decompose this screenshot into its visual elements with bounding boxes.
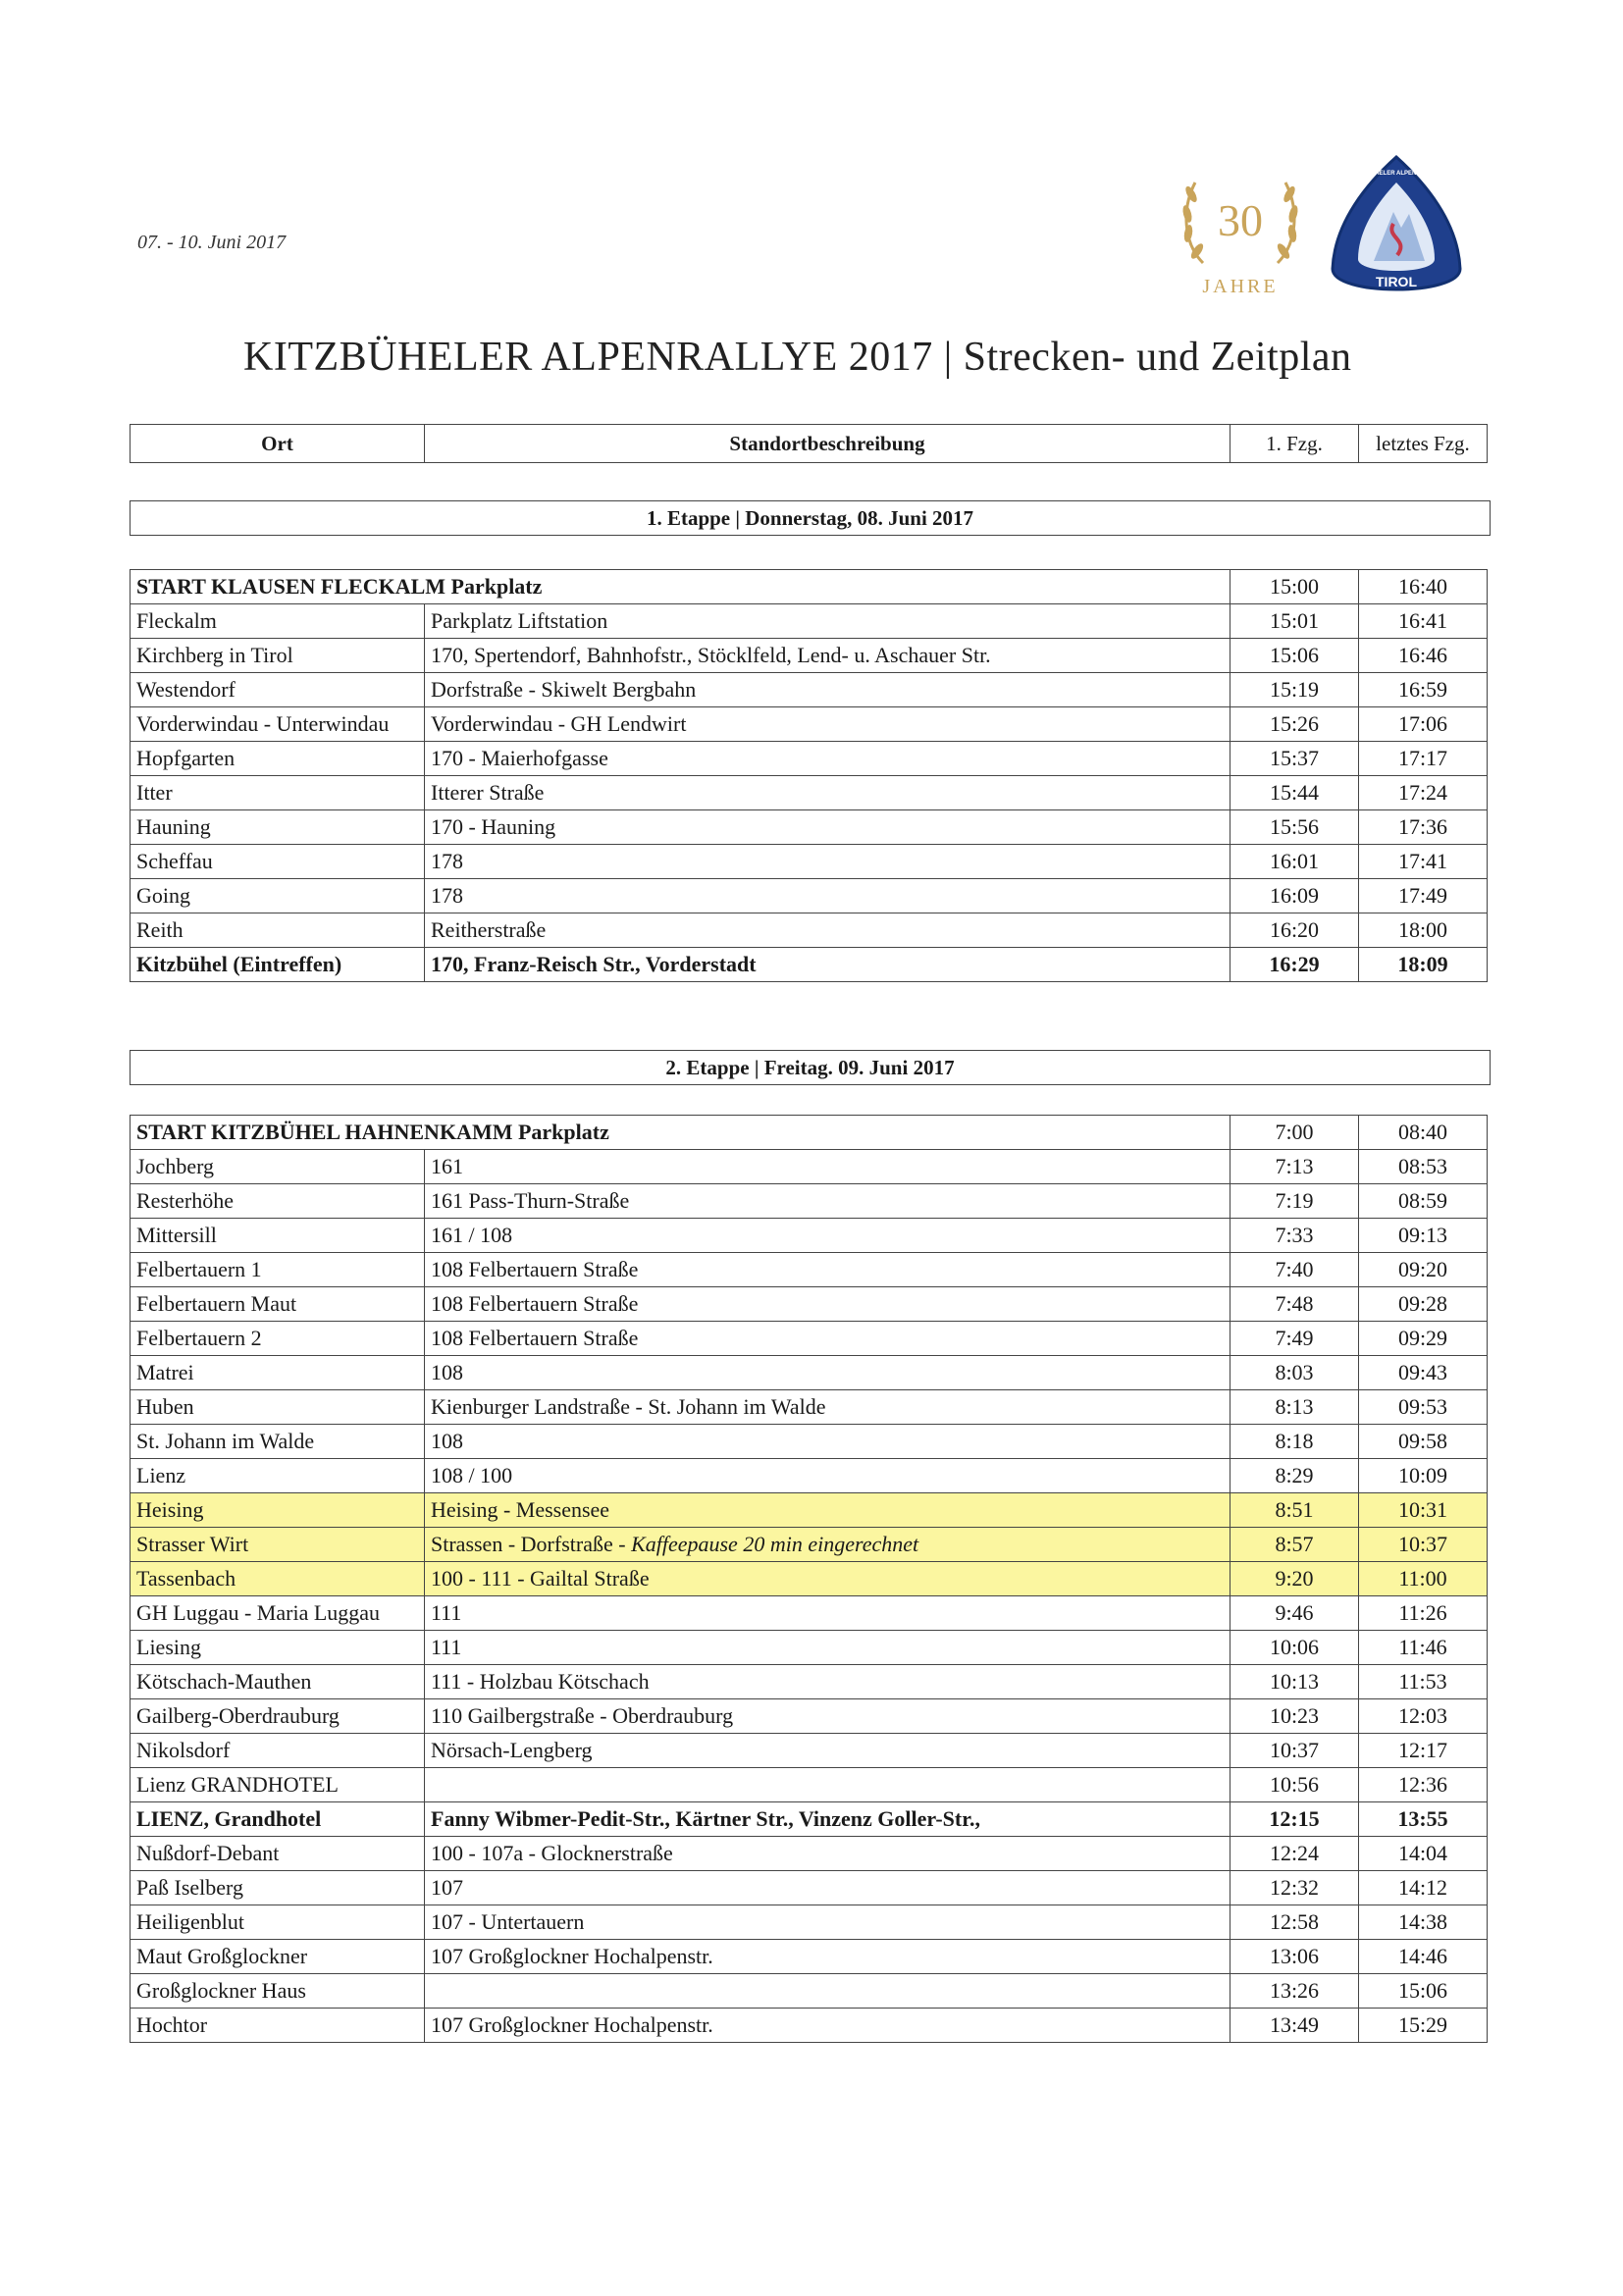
ort-cell: Itter bbox=[131, 776, 425, 810]
first-vehicle-time: 15:06 bbox=[1230, 639, 1359, 673]
last-vehicle-time: 10:37 bbox=[1359, 1528, 1488, 1562]
first-vehicle-time: 10:37 bbox=[1230, 1734, 1359, 1768]
ort-cell: Nußdorf-Debant bbox=[131, 1837, 425, 1871]
ort-cell: Heiligenblut bbox=[131, 1905, 425, 1940]
ort-cell: Nikolsdorf bbox=[131, 1734, 425, 1768]
first-vehicle-time: 13:26 bbox=[1230, 1974, 1359, 2009]
description-cell: 170 - Maierhofgasse bbox=[425, 742, 1230, 776]
ort-cell: Hochtor bbox=[131, 2009, 425, 2043]
ort-cell: Felbertauern Maut bbox=[131, 1287, 425, 1322]
description-cell: 100 - 107a - Glocknerstraße bbox=[425, 1837, 1230, 1871]
description-cell: 111 - Holzbau Kötschach bbox=[425, 1665, 1230, 1699]
col-first: 1. Fzg. bbox=[1230, 425, 1359, 463]
first-vehicle-time: 8:29 bbox=[1230, 1459, 1359, 1493]
table-row bbox=[131, 1322, 1488, 1356]
table-row bbox=[131, 1287, 1488, 1322]
alpenrallye-shield-logo bbox=[1327, 153, 1466, 306]
ort-cell: Strasser Wirt bbox=[131, 1528, 425, 1562]
last-vehicle-time: 17:17 bbox=[1359, 742, 1488, 776]
ort-cell: Lienz GRANDHOTEL bbox=[131, 1768, 425, 1802]
description-cell: 111 bbox=[425, 1596, 1230, 1631]
table-row bbox=[131, 1768, 1488, 1802]
description-cell: Nörsach-Lengberg bbox=[425, 1734, 1230, 1768]
last-vehicle-time: 09:13 bbox=[1359, 1219, 1488, 1253]
table-row bbox=[131, 1356, 1488, 1390]
description-cell: 178 bbox=[425, 879, 1230, 913]
description-cell: 110 Gailbergstraße - Oberdrauburg bbox=[425, 1699, 1230, 1734]
ort-cell: Huben bbox=[131, 1390, 425, 1425]
col-last: letztes Fzg. bbox=[1359, 425, 1488, 463]
first-vehicle-time: 8:03 bbox=[1230, 1356, 1359, 1390]
table-row bbox=[131, 1734, 1488, 1768]
last-vehicle-time: 18:09 bbox=[1359, 948, 1488, 982]
first-vehicle-time: 16:01 bbox=[1230, 845, 1359, 879]
stage1-start-row: START KLAUSEN FLECKALM Parkplatz 15:00 16:40 bbox=[131, 570, 1488, 604]
description-cell: 161 Pass-Thurn-Straße bbox=[425, 1184, 1230, 1219]
first-vehicle-time: 10:06 bbox=[1230, 1631, 1359, 1665]
table-row bbox=[131, 1802, 1488, 1837]
last-vehicle-time: 17:41 bbox=[1359, 845, 1488, 879]
table-row bbox=[131, 1871, 1488, 1905]
first-vehicle-time: 15:01 bbox=[1230, 604, 1359, 639]
last-vehicle-time: 18:00 bbox=[1359, 913, 1488, 948]
description-cell: 170, Spertendorf, Bahnhofstr., Stöcklfeld, Lend- u. Aschauer Str. bbox=[425, 639, 1230, 673]
last-vehicle-time: 16:59 bbox=[1359, 673, 1488, 707]
first-vehicle-time: 7:13 bbox=[1230, 1150, 1359, 1184]
table-row bbox=[131, 673, 1488, 707]
ort-cell: Matrei bbox=[131, 1356, 425, 1390]
table-row bbox=[131, 1665, 1488, 1699]
table-row bbox=[131, 1974, 1488, 2009]
ort-cell: Maut Großglockner bbox=[131, 1940, 425, 1974]
stage1-table bbox=[130, 569, 1488, 982]
col-ort: Ort bbox=[131, 425, 425, 463]
col-beschreibung: Standortbeschreibung bbox=[425, 425, 1230, 463]
first-vehicle-time: 10:13 bbox=[1230, 1665, 1359, 1699]
table-row bbox=[131, 1905, 1488, 1940]
first-vehicle-time: 12:32 bbox=[1230, 1871, 1359, 1905]
description-cell: 170 - Hauning bbox=[425, 810, 1230, 845]
last-vehicle-time: 11:46 bbox=[1359, 1631, 1488, 1665]
description-cell bbox=[425, 1974, 1230, 2009]
last-vehicle-time: 15:06 bbox=[1359, 1974, 1488, 2009]
first-vehicle-time: 15:26 bbox=[1230, 707, 1359, 742]
ort-cell: Scheffau bbox=[131, 845, 425, 879]
ort-cell: Vorderwindau - Unterwindau bbox=[131, 707, 425, 742]
table-row bbox=[131, 707, 1488, 742]
last-vehicle-time: 09:43 bbox=[1359, 1356, 1488, 1390]
ort-cell: Gailberg-Oberdrauburg bbox=[131, 1699, 425, 1734]
description-cell: Reitherstraße bbox=[425, 913, 1230, 948]
description-cell: 100 - 111 - Gailtal Straße bbox=[425, 1562, 1230, 1596]
table-row bbox=[131, 1150, 1488, 1184]
description-cell: 108 Felbertauern Straße bbox=[425, 1253, 1230, 1287]
description-cell: Heising - Messensee bbox=[425, 1493, 1230, 1528]
last-vehicle-time: 17:06 bbox=[1359, 707, 1488, 742]
description-cell: 107 - Untertauern bbox=[425, 1905, 1230, 1940]
table-row bbox=[131, 1528, 1488, 1562]
table-row bbox=[131, 1390, 1488, 1425]
description-cell: Itterer Straße bbox=[425, 776, 1230, 810]
first-vehicle-time: 13:06 bbox=[1230, 1940, 1359, 1974]
first-vehicle-time: 9:20 bbox=[1230, 1562, 1359, 1596]
svg-text:30: 30 bbox=[1218, 195, 1263, 245]
last-vehicle-time: 14:38 bbox=[1359, 1905, 1488, 1940]
description-cell: Kienburger Landstraße - St. Johann im Walde bbox=[425, 1390, 1230, 1425]
description-cell: 161 bbox=[425, 1150, 1230, 1184]
table-row bbox=[131, 1940, 1488, 1974]
table-row bbox=[131, 1631, 1488, 1665]
ort-cell: Felbertauern 2 bbox=[131, 1322, 425, 1356]
ort-cell: LIENZ, Grandhotel bbox=[131, 1802, 425, 1837]
ort-cell: Reith bbox=[131, 913, 425, 948]
stage2-table bbox=[130, 1115, 1488, 2043]
first-vehicle-time: 15:44 bbox=[1230, 776, 1359, 810]
first-vehicle-time: 15:19 bbox=[1230, 673, 1359, 707]
first-vehicle-time: 8:57 bbox=[1230, 1528, 1359, 1562]
first-vehicle-time: 12:24 bbox=[1230, 1837, 1359, 1871]
table-row bbox=[131, 1699, 1488, 1734]
last-vehicle-time: 10:09 bbox=[1359, 1459, 1488, 1493]
table-row bbox=[131, 604, 1488, 639]
ort-cell: GH Luggau - Maria Luggau bbox=[131, 1596, 425, 1631]
description-cell: 178 bbox=[425, 845, 1230, 879]
description-cell: 108 Felbertauern Straße bbox=[425, 1322, 1230, 1356]
table-row bbox=[131, 1837, 1488, 1871]
last-vehicle-time: 16:46 bbox=[1359, 639, 1488, 673]
table-row bbox=[131, 948, 1488, 982]
table-row bbox=[131, 2009, 1488, 2043]
ort-cell: Jochberg bbox=[131, 1150, 425, 1184]
first-vehicle-time: 8:51 bbox=[1230, 1493, 1359, 1528]
description-cell: 107 Großglockner Hochalpenstr. bbox=[425, 1940, 1230, 1974]
ort-cell: Paß Iselberg bbox=[131, 1871, 425, 1905]
first-vehicle-time: 10:23 bbox=[1230, 1699, 1359, 1734]
last-vehicle-time: 14:12 bbox=[1359, 1871, 1488, 1905]
description-cell bbox=[425, 1768, 1230, 1802]
event-date: 07. - 10. Juni 2017 bbox=[137, 232, 287, 253]
first-vehicle-time: 7:40 bbox=[1230, 1253, 1359, 1287]
last-vehicle-time: 14:46 bbox=[1359, 1940, 1488, 1974]
table-row bbox=[131, 810, 1488, 845]
last-vehicle-time: 09:20 bbox=[1359, 1253, 1488, 1287]
description-cell: Fanny Wibmer-Pedit-Str., Kärtner Str., Vinzenz Goller-Str., bbox=[425, 1802, 1230, 1837]
table-row bbox=[131, 1184, 1488, 1219]
ort-cell: Fleckalm bbox=[131, 604, 425, 639]
stage2-start-row: START KITZBÜHEL HAHNENKAMM Parkplatz 7:00 08:40 bbox=[131, 1116, 1488, 1150]
last-vehicle-time: 08:59 bbox=[1359, 1184, 1488, 1219]
ort-cell: Resterhöhe bbox=[131, 1184, 425, 1219]
note-text: Kaffeepause 20 min eingerechnet bbox=[631, 1532, 919, 1556]
description-cell: 108 bbox=[425, 1356, 1230, 1390]
last-vehicle-time: 14:04 bbox=[1359, 1837, 1488, 1871]
first-vehicle-time: 15:37 bbox=[1230, 742, 1359, 776]
table-row bbox=[131, 879, 1488, 913]
first-vehicle-time: 8:13 bbox=[1230, 1390, 1359, 1425]
last-vehicle-time: 09:28 bbox=[1359, 1287, 1488, 1322]
first-vehicle-time: 8:18 bbox=[1230, 1425, 1359, 1459]
description-cell: 161 / 108 bbox=[425, 1219, 1230, 1253]
description-cell: 107 Großglockner Hochalpenstr. bbox=[425, 2009, 1230, 2043]
stage1-heading: 1. Etappe | Donnerstag, 08. Juni 2017 bbox=[130, 500, 1491, 536]
last-vehicle-time: 09:29 bbox=[1359, 1322, 1488, 1356]
description-cell: Strassen - Dorfstraße - Kaffeepause 20 min eingerechnet bbox=[425, 1528, 1230, 1562]
last-vehicle-time: 10:31 bbox=[1359, 1493, 1488, 1528]
last-vehicle-time: 08:53 bbox=[1359, 1150, 1488, 1184]
description-cell: 170, Franz-Reisch Str., Vorderstadt bbox=[425, 948, 1230, 982]
ort-cell: Großglockner Haus bbox=[131, 1974, 425, 2009]
table-row bbox=[131, 1596, 1488, 1631]
last-vehicle-time: 09:58 bbox=[1359, 1425, 1488, 1459]
first-vehicle-time: 12:15 bbox=[1230, 1802, 1359, 1837]
last-vehicle-time: 12:03 bbox=[1359, 1699, 1488, 1734]
description-cell: 108 / 100 bbox=[425, 1459, 1230, 1493]
table-row bbox=[131, 1493, 1488, 1528]
last-vehicle-time: 12:36 bbox=[1359, 1768, 1488, 1802]
last-vehicle-time: 09:53 bbox=[1359, 1390, 1488, 1425]
table-row bbox=[131, 776, 1488, 810]
last-vehicle-time: 17:49 bbox=[1359, 879, 1488, 913]
ort-cell: Liesing bbox=[131, 1631, 425, 1665]
last-vehicle-time: 13:55 bbox=[1359, 1802, 1488, 1837]
svg-text:TIROL: TIROL bbox=[1376, 274, 1417, 289]
table-row bbox=[131, 1459, 1488, 1493]
last-vehicle-time: 16:41 bbox=[1359, 604, 1488, 639]
svg-text:JAHRE: JAHRE bbox=[1202, 276, 1279, 297]
ort-cell: Lienz bbox=[131, 1459, 425, 1493]
ort-cell: Heising bbox=[131, 1493, 425, 1528]
table-row bbox=[131, 913, 1488, 948]
ort-cell: Tassenbach bbox=[131, 1562, 425, 1596]
column-header bbox=[130, 424, 1488, 463]
table-row bbox=[131, 1253, 1488, 1287]
first-vehicle-time: 16:20 bbox=[1230, 913, 1359, 948]
stage2-heading: 2. Etappe | Freitag. 09. Juni 2017 bbox=[130, 1050, 1491, 1085]
first-vehicle-time: 16:09 bbox=[1230, 879, 1359, 913]
first-vehicle-time: 7:33 bbox=[1230, 1219, 1359, 1253]
ort-cell: Mittersill bbox=[131, 1219, 425, 1253]
ort-cell: Westendorf bbox=[131, 673, 425, 707]
description-cell: Dorfstraße - Skiwelt Bergbahn bbox=[425, 673, 1230, 707]
description-cell: 108 bbox=[425, 1425, 1230, 1459]
table-row bbox=[131, 742, 1488, 776]
table-row bbox=[131, 1562, 1488, 1596]
ort-cell: St. Johann im Walde bbox=[131, 1425, 425, 1459]
last-vehicle-time: 17:24 bbox=[1359, 776, 1488, 810]
first-vehicle-time: 7:19 bbox=[1230, 1184, 1359, 1219]
last-vehicle-time: 11:26 bbox=[1359, 1596, 1488, 1631]
ort-cell: Felbertauern 1 bbox=[131, 1253, 425, 1287]
description-cell: 108 Felbertauern Straße bbox=[425, 1287, 1230, 1322]
ort-cell: Hauning bbox=[131, 810, 425, 845]
first-vehicle-time: 10:56 bbox=[1230, 1768, 1359, 1802]
page-title: KITZBÜHELER ALPENRALLYE 2017 | Strecken- und Zeitplan bbox=[243, 335, 1352, 380]
last-vehicle-time: 15:29 bbox=[1359, 2009, 1488, 2043]
last-vehicle-time: 11:53 bbox=[1359, 1665, 1488, 1699]
ort-cell: Kötschach-Mauthen bbox=[131, 1665, 425, 1699]
first-vehicle-time: 13:49 bbox=[1230, 2009, 1359, 2043]
first-vehicle-time: 9:46 bbox=[1230, 1596, 1359, 1631]
last-vehicle-time: 12:17 bbox=[1359, 1734, 1488, 1768]
table-row bbox=[131, 845, 1488, 879]
first-vehicle-time: 7:49 bbox=[1230, 1322, 1359, 1356]
30-jahre-logo bbox=[1174, 155, 1307, 302]
svg-text:KITZBÜHELER ALPENRALLYE: KITZBÜHELER ALPENRALLYE bbox=[1353, 171, 1440, 177]
description-cell: Vorderwindau - GH Lendwirt bbox=[425, 707, 1230, 742]
first-vehicle-time: 7:48 bbox=[1230, 1287, 1359, 1322]
table-row bbox=[131, 1219, 1488, 1253]
description-cell: 107 bbox=[425, 1871, 1230, 1905]
table-row bbox=[131, 639, 1488, 673]
description-cell: Parkplatz Liftstation bbox=[425, 604, 1230, 639]
ort-cell: Hopfgarten bbox=[131, 742, 425, 776]
first-vehicle-time: 15:56 bbox=[1230, 810, 1359, 845]
table-row bbox=[131, 1425, 1488, 1459]
first-vehicle-time: 16:29 bbox=[1230, 948, 1359, 982]
ort-cell: Kitzbühel (Eintreffen) bbox=[131, 948, 425, 982]
description-cell: 111 bbox=[425, 1631, 1230, 1665]
last-vehicle-time: 11:00 bbox=[1359, 1562, 1488, 1596]
ort-cell: Kirchberg in Tirol bbox=[131, 639, 425, 673]
last-vehicle-time: 17:36 bbox=[1359, 810, 1488, 845]
ort-cell: Going bbox=[131, 879, 425, 913]
first-vehicle-time: 12:58 bbox=[1230, 1905, 1359, 1940]
